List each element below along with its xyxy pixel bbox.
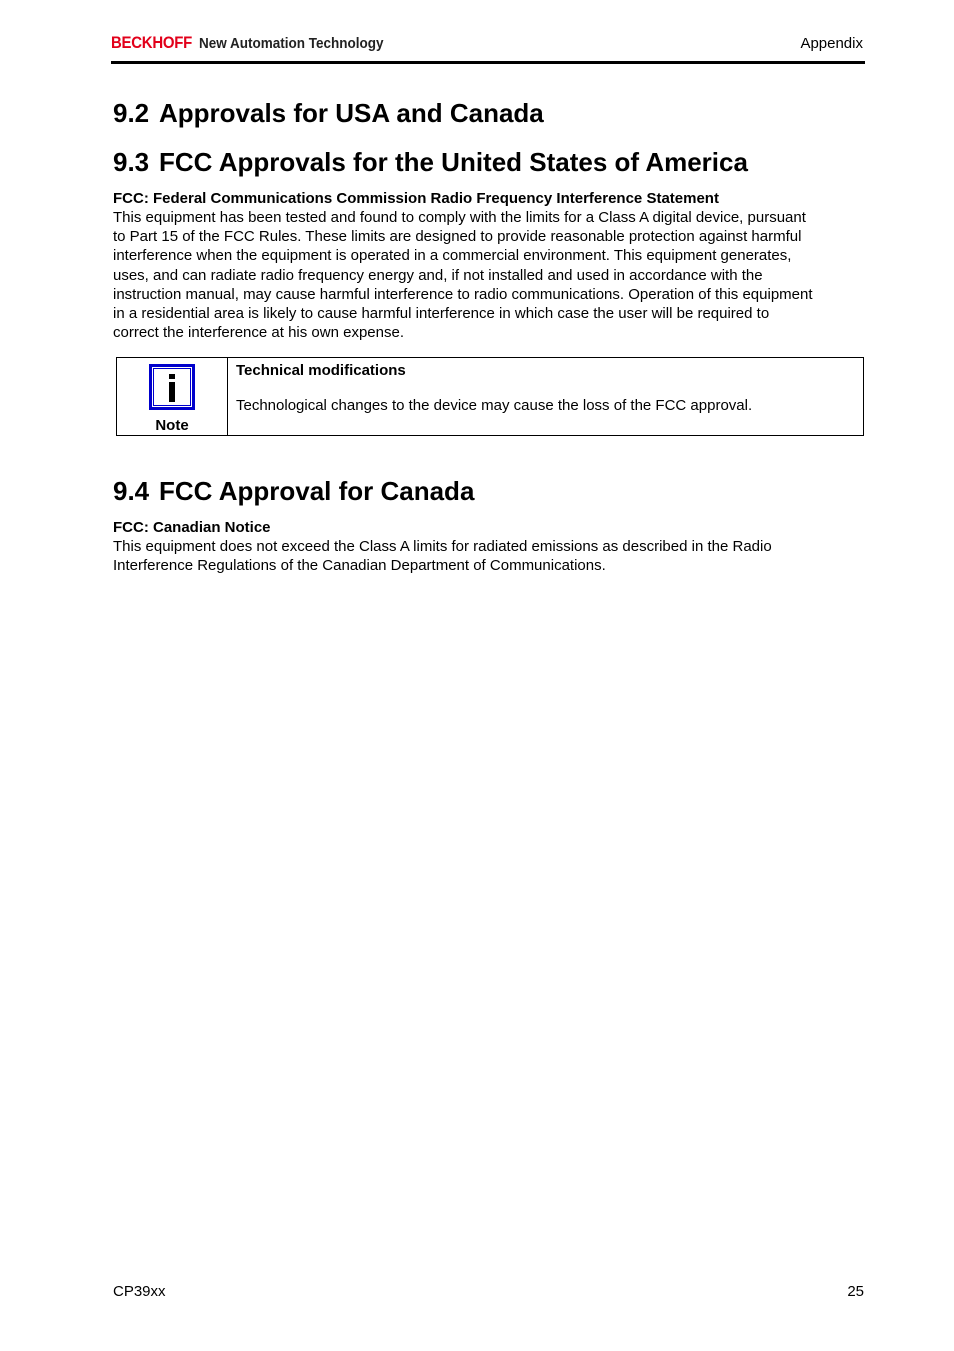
fcc-canada-subheading: FCC: Canadian Notice <box>113 519 271 536</box>
note-label: Note <box>155 417 189 434</box>
section-heading-9-4 <box>113 476 474 507</box>
fcc-canada-statement <box>113 537 867 575</box>
paragraph-line: to Part 15 of the FCC Rules. These limits are designed to provide reasonable protection against harmful <box>113 228 802 246</box>
note-icon-cell <box>117 358 228 435</box>
paragraph-line: This equipment does not exceed the Class A limits for radiated emissions as described in the Radio <box>113 538 772 555</box>
section-title: FCC Approval for Canada <box>159 476 475 506</box>
section-title: FCC Approvals for the United States of America <box>159 147 748 177</box>
footer-product: CP39xx <box>113 1283 166 1300</box>
note-title: Technical modifications <box>236 362 406 379</box>
section-number: 9.4 <box>113 476 150 506</box>
paragraph-line: Interference Regulations of the Canadian Department of Communications. <box>113 557 606 575</box>
paragraph-line: This equipment has been tested and found to comply with the limits for a Class A digital device, pursuant <box>113 209 806 226</box>
note-box <box>116 357 864 436</box>
paragraph-line: correct the interference at his own expense. <box>113 324 404 342</box>
info-icon <box>149 364 195 410</box>
header-divider <box>111 61 865 64</box>
fcc-usa-statement <box>113 208 867 342</box>
section-title: Approvals for USA and Canada <box>159 98 544 128</box>
footer-page-number: 25 <box>847 1283 864 1300</box>
paragraph-line: instruction manual, may cause harmful interference to radio communications. Operation of this equipment <box>113 285 813 303</box>
section-heading-9-3 <box>113 147 748 178</box>
paragraph-line: in a residential area is likely to cause harmful interference in which case the user will be required to <box>113 305 770 323</box>
section-number: 9.3 <box>113 147 150 177</box>
page-header <box>111 30 865 64</box>
paragraph-line: interference when the equipment is operated in a commercial environment. This equipment generates, <box>113 247 792 265</box>
brand-tagline: New Automation Technology <box>199 35 384 52</box>
paragraph-line: uses, and can radiate radio frequency energy and, if not installed and used in accordance with the <box>113 266 763 284</box>
fcc-usa-subheading: FCC: Federal Communications Commission Radio Frequency Interference Statement <box>113 190 719 207</box>
section-number: 9.2 <box>113 98 150 128</box>
note-text: Technological changes to the device may cause the loss of the FCC approval. <box>236 397 753 414</box>
section-heading-9-2 <box>113 98 544 129</box>
header-section-title: Appendix <box>800 35 863 52</box>
brand-logo: BECKHOFF <box>111 33 193 52</box>
